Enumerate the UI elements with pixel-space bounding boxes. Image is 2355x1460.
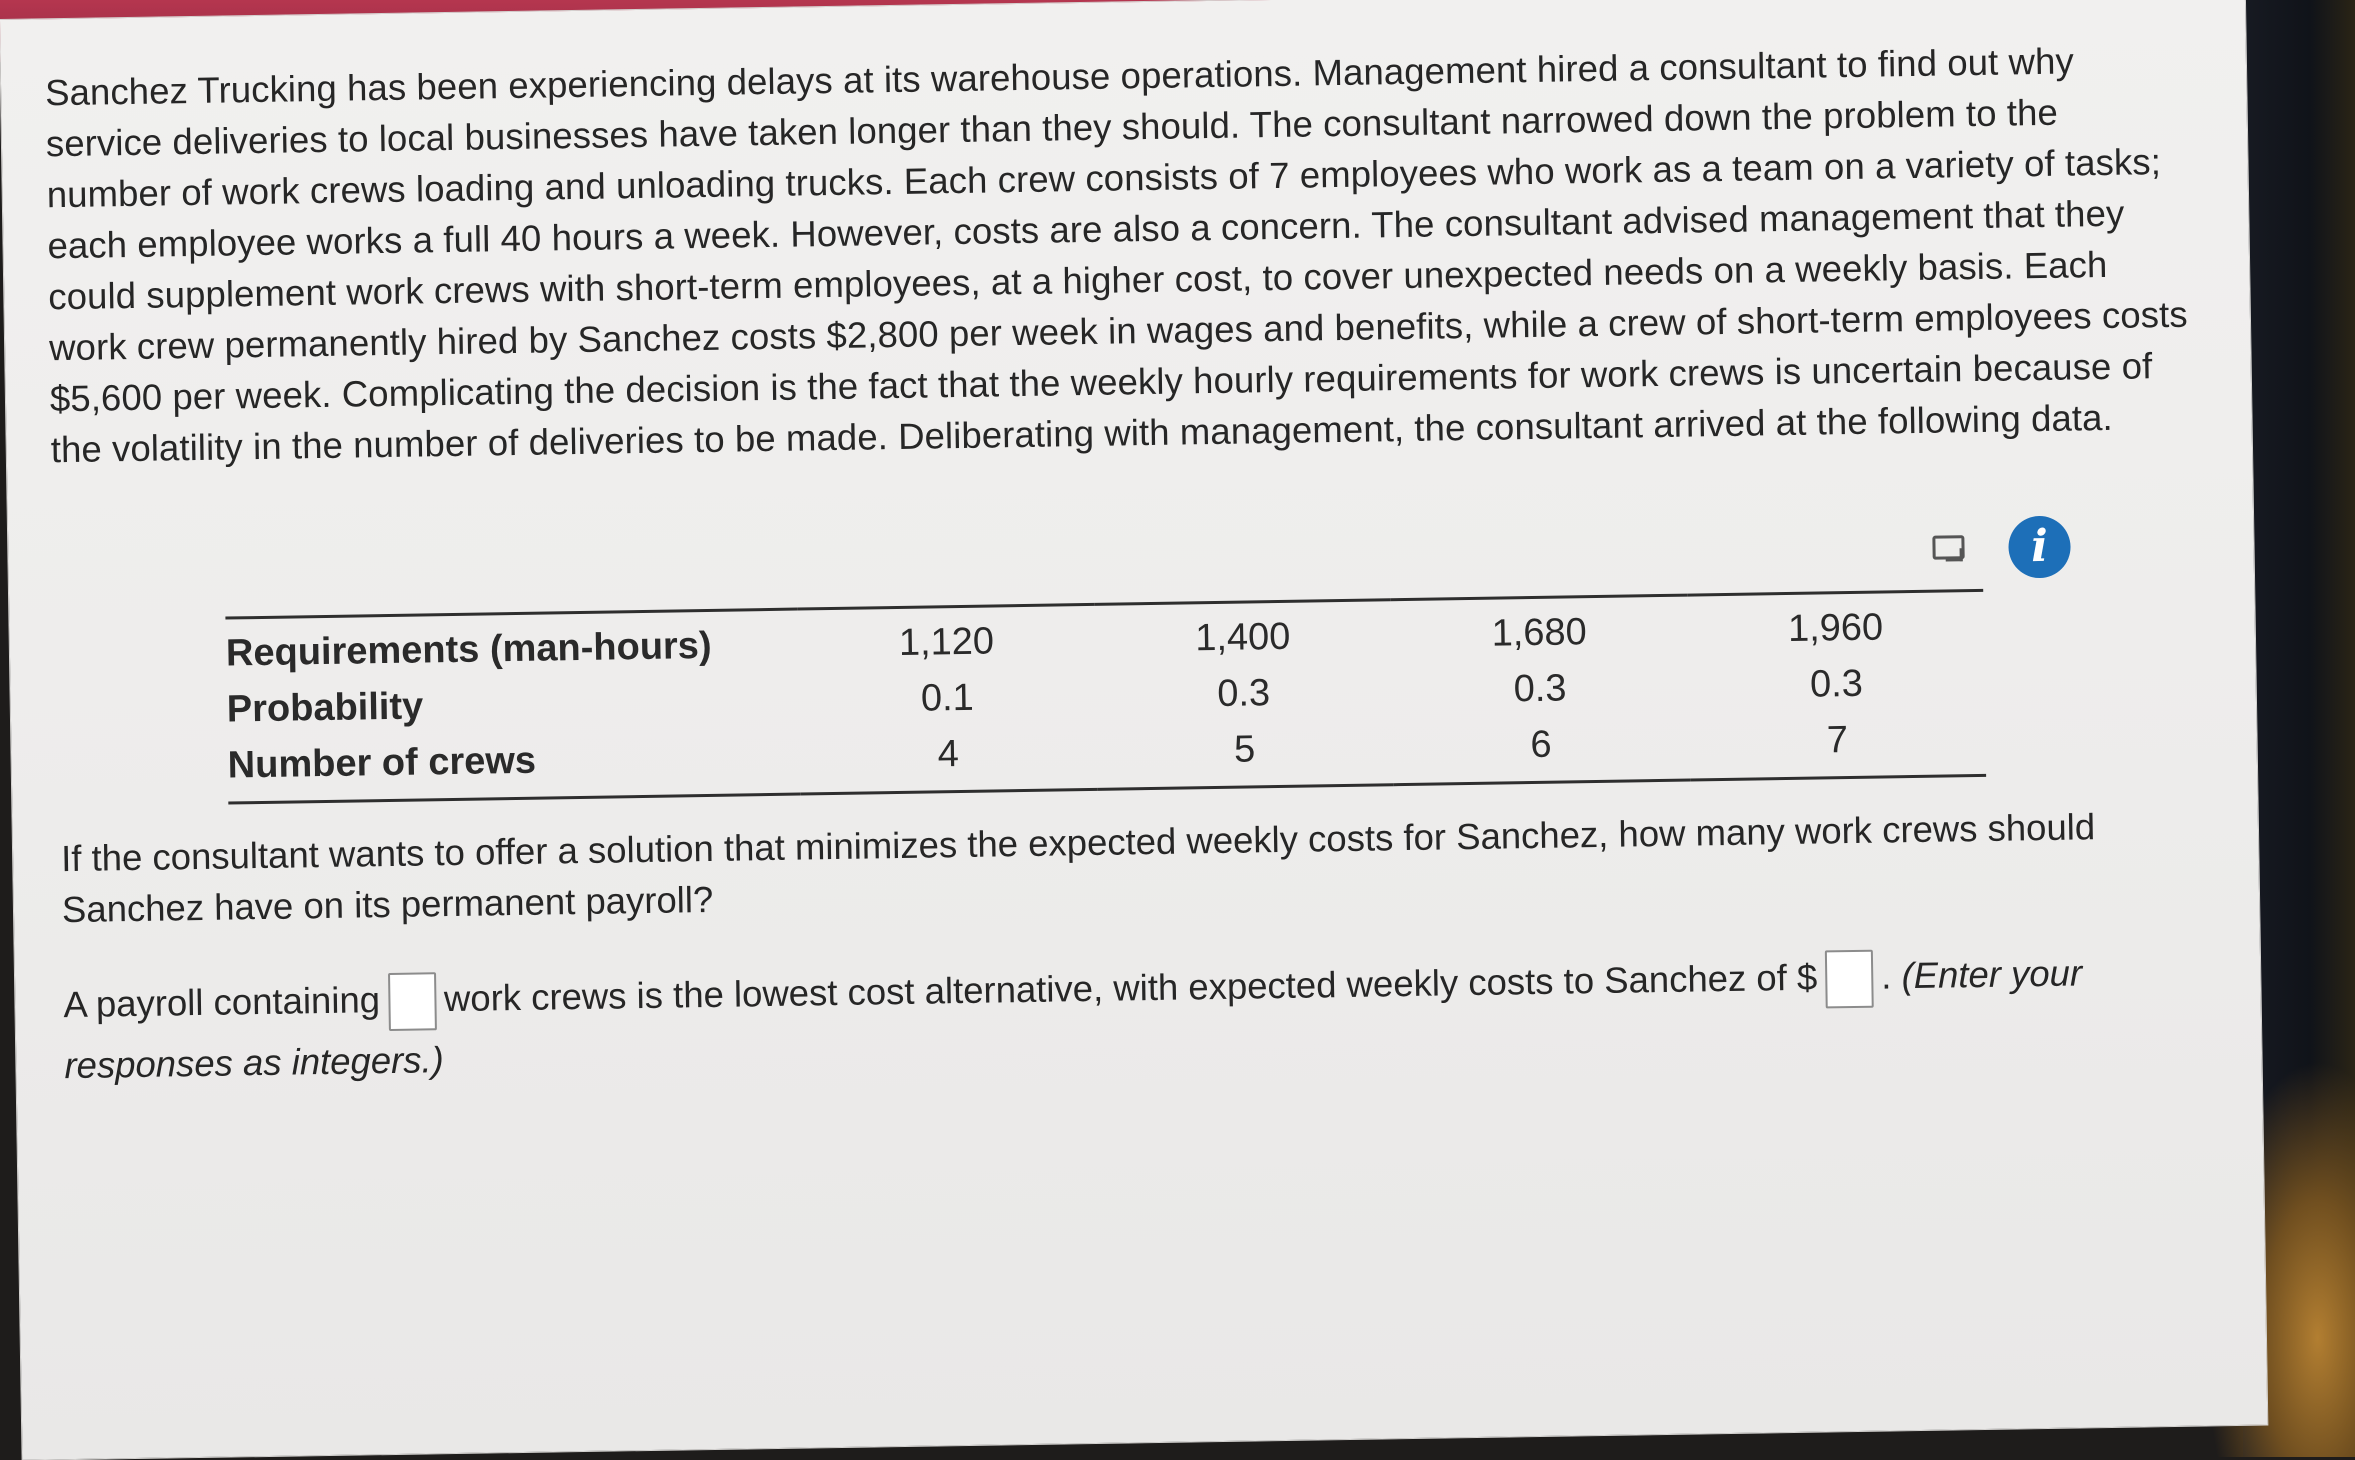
row-label-requirements: Requirements (man-hours) (225, 609, 798, 681)
info-icon[interactable]: i (2008, 516, 2071, 579)
table-cell: 7 (1689, 710, 1986, 780)
answer-sentence (63, 941, 2215, 1096)
table-cell: 1,120 (798, 604, 1095, 672)
table-cell: 0.3 (1809, 662, 1864, 706)
table-cell: 4 (800, 724, 1097, 794)
table-cell: 0.3 (1216, 671, 1271, 715)
table-cell: 5 (1096, 719, 1393, 789)
table-toolbar (1872, 508, 2073, 581)
table-cell: 1,400 (1094, 600, 1391, 668)
data-table (225, 589, 1986, 805)
crews-answer-input[interactable] (388, 973, 437, 1032)
table-cell: 1,960 (1687, 590, 1984, 658)
question-content (44, 34, 2191, 1087)
row-label-crews: Number of crews (227, 729, 800, 803)
answer-middle: work crews is the lowest cost alternative, with expected weekly costs to Sanchez of $ (443, 956, 1818, 1020)
table-cell: 1,680 (1390, 595, 1687, 663)
question-text: If the consultant wants to offer a solution that minimizes the expected weekly costs for Sanchez, how many work crews should Sanchez have on its permanent payroll? (60, 806, 2096, 931)
table-cell: 0.1 (920, 676, 975, 720)
answer-period: . (1880, 955, 1892, 997)
answer-prefix: A payroll containing (63, 979, 381, 1026)
table-cell: 6 (1392, 715, 1689, 785)
cost-answer-input[interactable] (1825, 950, 1874, 1009)
row-label-probability: Probability (226, 684, 424, 731)
copy-icon[interactable] (1932, 535, 1964, 559)
problem-statement: Sanchez Trucking has been experiencing delays at its warehouse operations. Management hired a consultant to find out why service deliveries to local businesses have taken longer than they should. The consultant narrowed down the problem to the number of work crews loading and unloading trucks. Each crew consists of 7 employees who work as a team on a variety of tasks; each employee works a full 40 hours a week. However, costs are also a concern. The consultant advised management that they could supplement work crews with short-term employees, at a higher cost, to cover unexpected needs on a weekly basis. Each work crew permanently hired by Sanchez costs $2,800 per week in wages and benefits, while a crew of short-term employees costs $5,600 per week. Complicating the decision is the fact that the weekly hourly requirements for work crews is uncertain because of the volatility in the number of deliveries to be made. Deliberating with management, the consultant arrived at the following data. (44, 40, 2188, 471)
answer-hint: (Enter your responses as integers.) (64, 952, 2083, 1087)
table-cell: 0.3 (1513, 666, 1567, 710)
